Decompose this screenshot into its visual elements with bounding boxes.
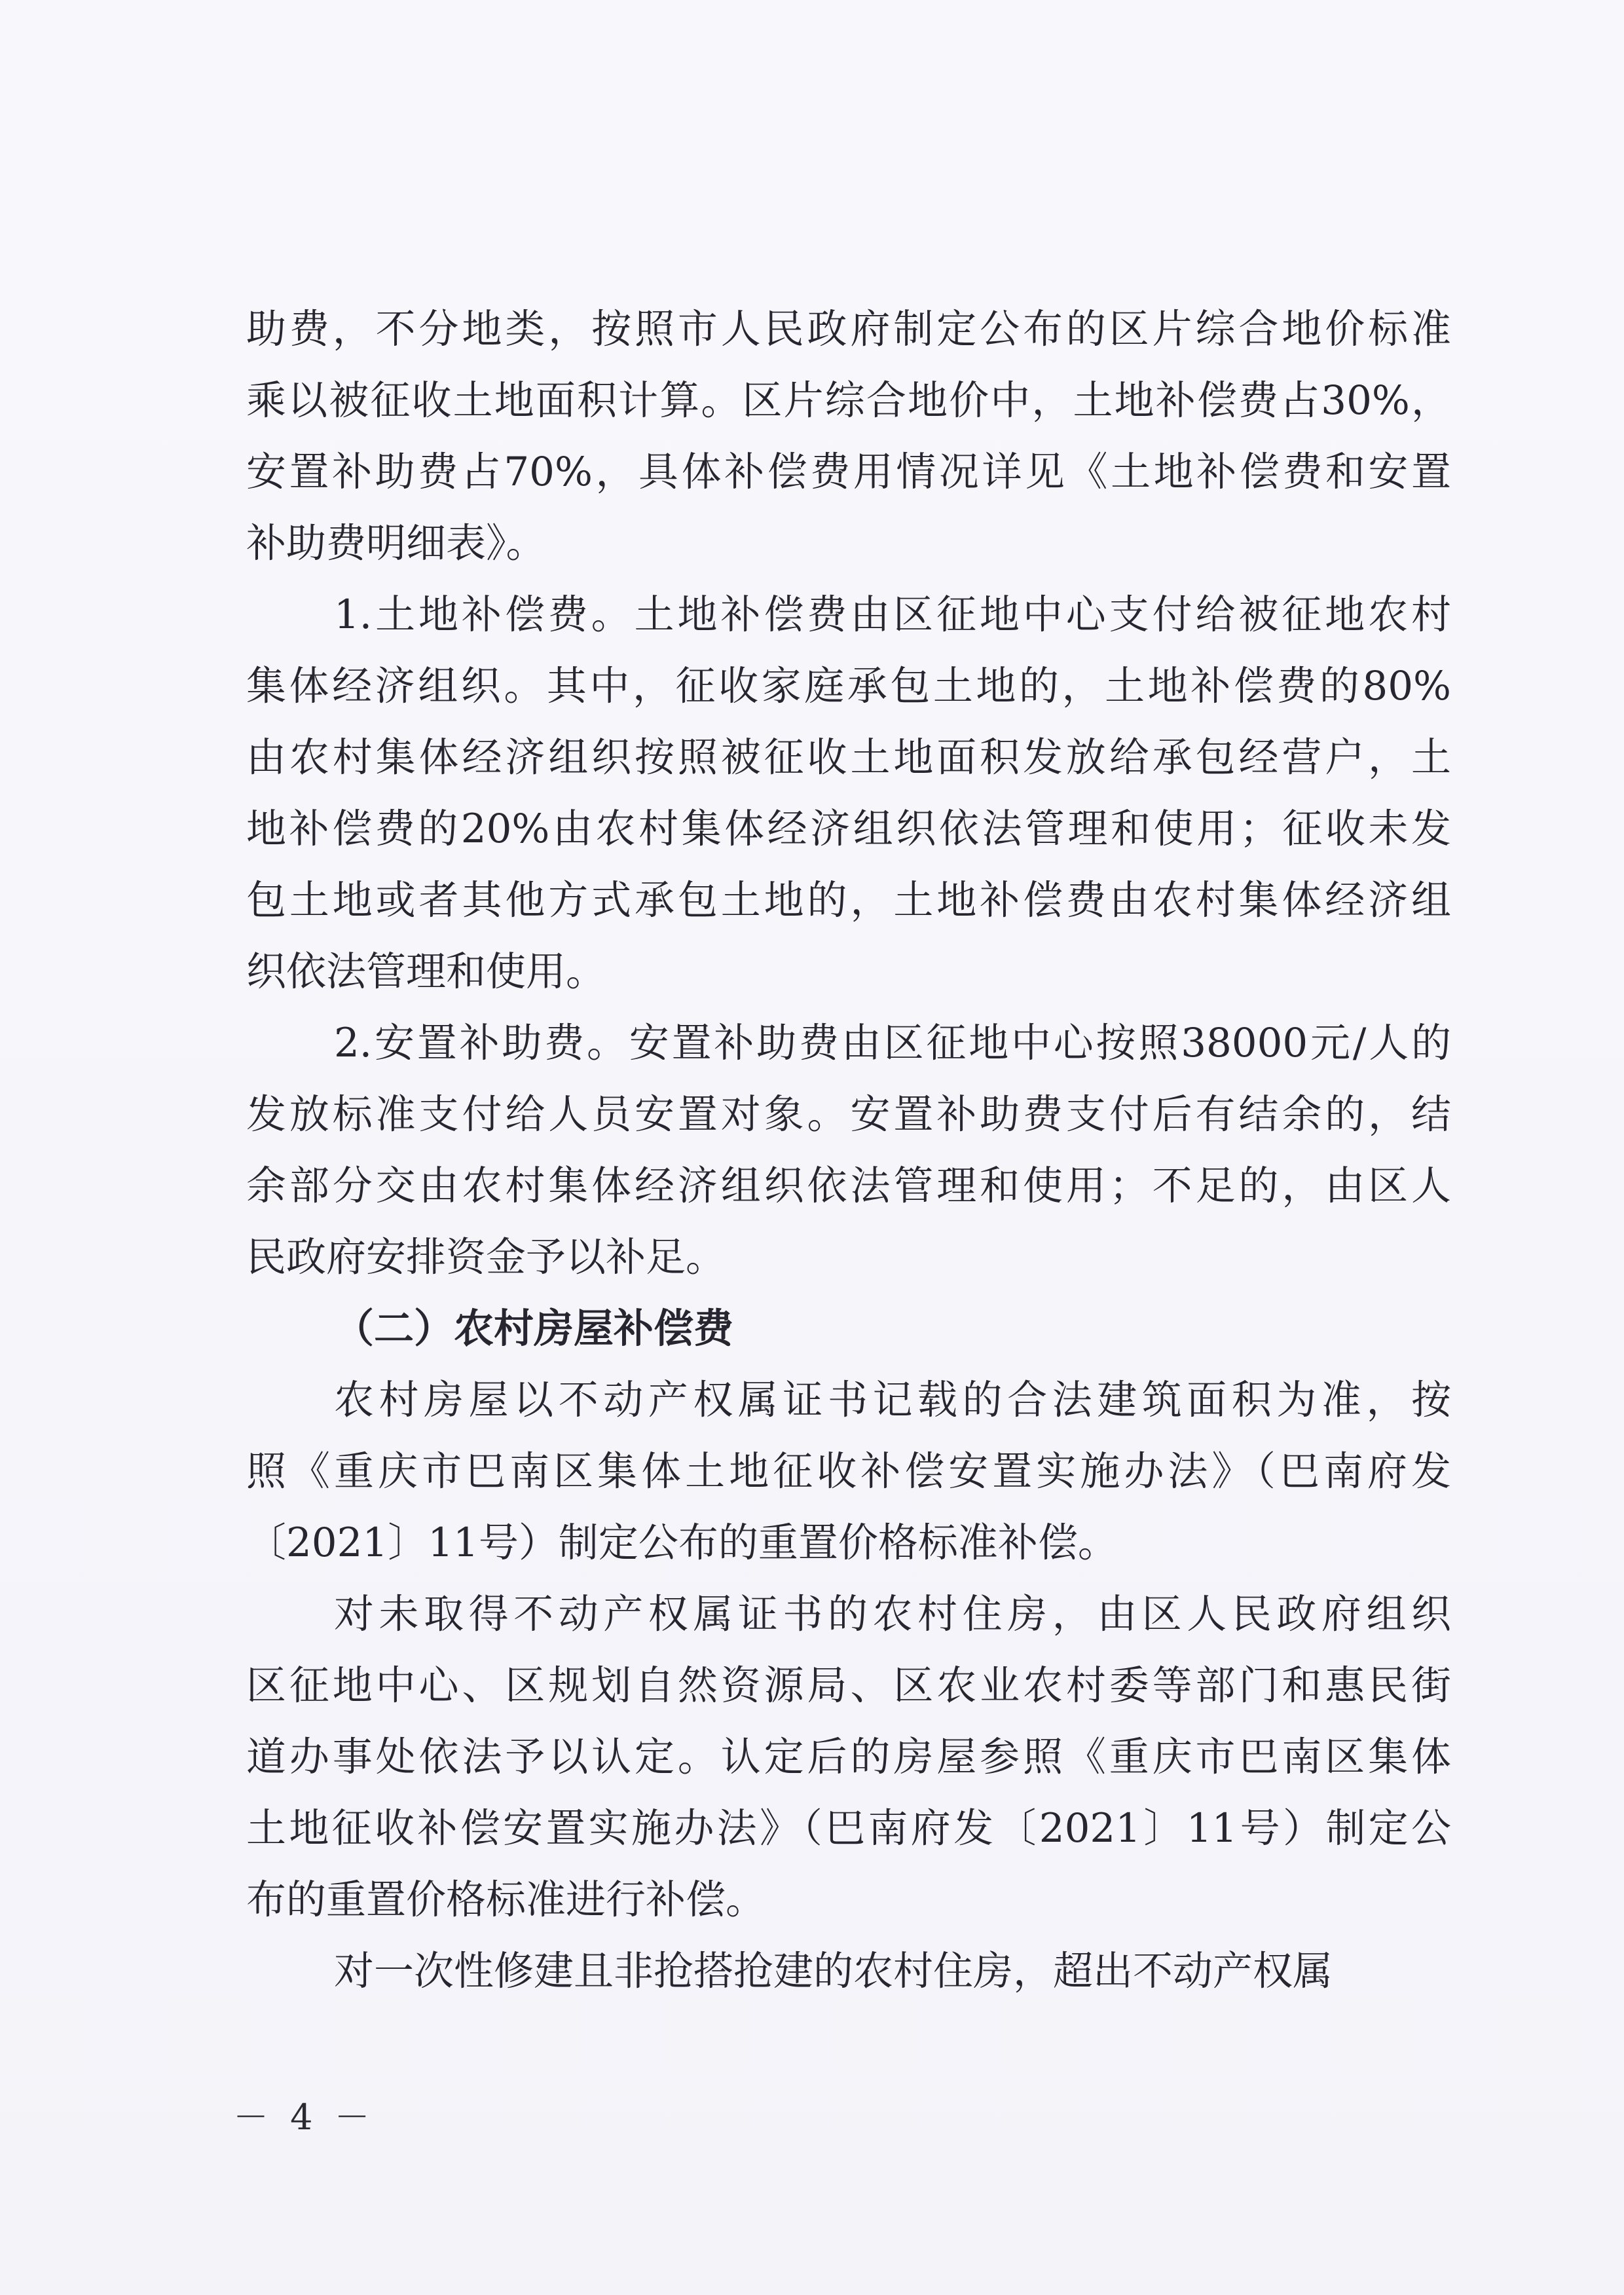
- paragraph-start-line: 2.安置补助费。安置补助费由区征地中心按照38000元/人的: [334, 1020, 1451, 1066]
- page-number: － 4 －: [233, 2097, 375, 2138]
- text-line: 发放标准支付给人员安置对象。安置补助费支付后有结余的，结: [246, 1091, 1451, 1138]
- text-line: 织依法管理和使用。: [246, 948, 606, 995]
- text-line: 〔2021〕11号）制定公布的重置价格标准补偿。: [246, 1520, 1118, 1566]
- text-line: 乘以被征收土地面积计算。区片综合地价中，土地补偿费占30%，: [246, 377, 1451, 424]
- text-line: 安置补助费占70%，具体补偿费用情况详见《土地补偿费和安置: [246, 449, 1451, 495]
- text-line: 道办事处依法予以认定。认定后的房屋参照《重庆市巴南区集体: [246, 1734, 1451, 1780]
- paragraph-start-line: 1.土地补偿费。土地补偿费由区征地中心支付给被征地农村: [334, 591, 1451, 638]
- text-line: 包土地或者其他方式承包土地的，土地补偿费由农村集体经济组: [246, 877, 1451, 924]
- paragraph-start-line: 对一次性修建且非抢搭抢建的农村住房，超出不动产权属: [334, 1948, 1333, 1994]
- text-line: 地补偿费的20%由农村集体经济组织依法管理和使用；征收未发: [246, 806, 1451, 852]
- text-line: 土地征收补偿安置实施办法》（巴南府发〔2021〕11号）制定公: [246, 1805, 1451, 1852]
- text-line: 余部分交由农村集体经济组织依法管理和使用；不足的，由区人: [246, 1163, 1451, 1209]
- document-body: [246, 293, 1451, 2007]
- text-line: 区征地中心、区规划自然资源局、区农业农村委等部门和惠民街: [246, 1662, 1451, 1709]
- text-line: 补助费明细表》。: [246, 520, 546, 567]
- text-line: 布的重置价格标准进行补偿。: [246, 1876, 766, 1923]
- text-line: 由农村集体经济组织按照被征收土地面积发放给承包经营户，土: [246, 734, 1451, 781]
- paragraph-start-line: 农村房屋以不动产权属证书记载的合法建筑面积为准，按: [334, 1377, 1451, 1423]
- text-line: 助费，不分地类，按照市人民政府制定公布的区片综合地价标准: [246, 306, 1451, 352]
- text-line: 照《重庆市巴南区集体土地征收补偿安置实施办法》（巴南府发: [246, 1448, 1451, 1495]
- paragraph-start-line: 对未取得不动产权属证书的农村住房，由区人民政府组织: [334, 1591, 1451, 1637]
- section-heading: （二）农村房屋补偿费: [334, 1305, 734, 1352]
- text-line: 集体经济组织。其中，征收家庭承包土地的，土地补偿费的80%: [246, 663, 1451, 709]
- text-line: 民政府安排资金予以补足。: [246, 1234, 726, 1280]
